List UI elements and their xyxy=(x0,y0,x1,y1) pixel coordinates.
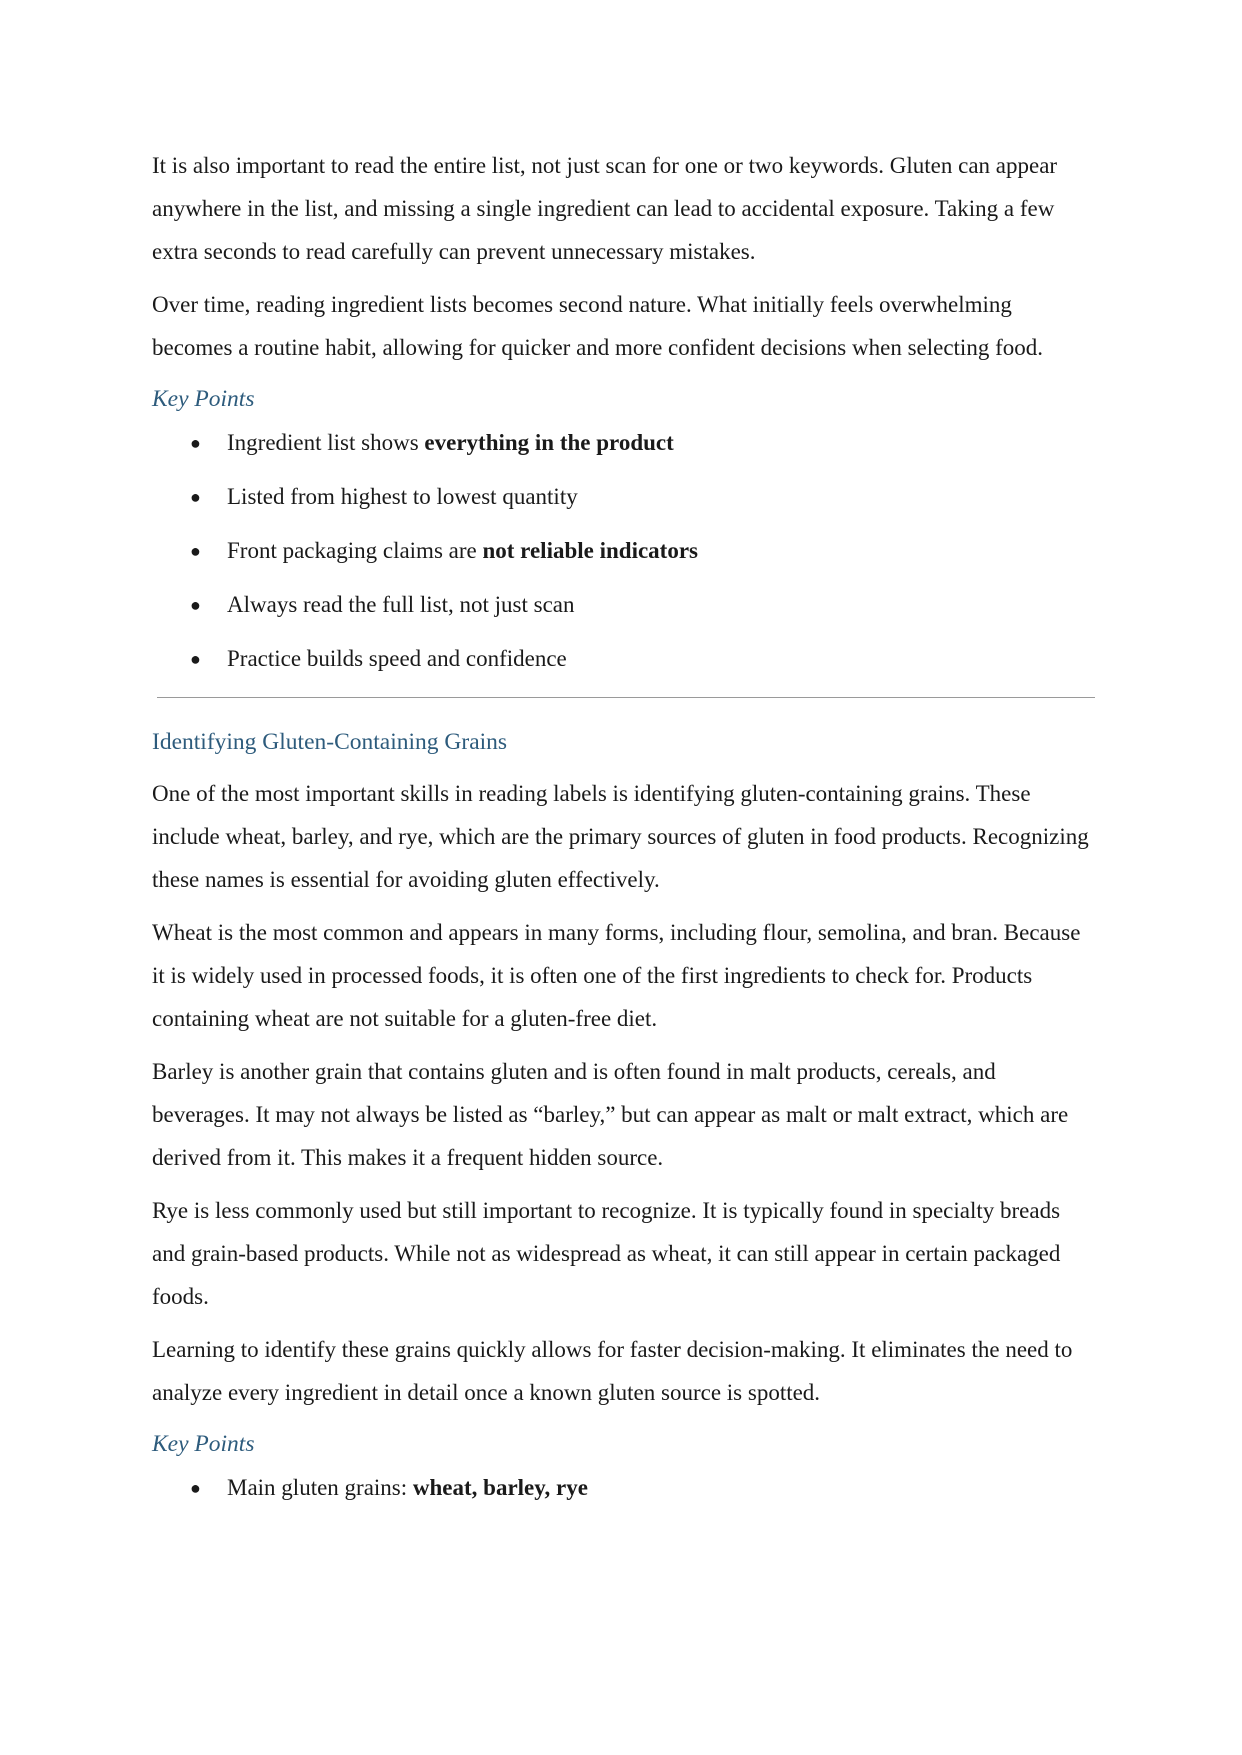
list-item xyxy=(152,589,1097,621)
list-item xyxy=(152,427,1097,459)
paragraph: Over time, reading ingredient lists becomes second nature. What initially feels overwhelming becomes a routine habit, allowing for quicker and more confident decisions when selecting food. xyxy=(152,292,1043,360)
list-item xyxy=(152,1472,1097,1504)
list-item-bold: not reliable indicators xyxy=(482,538,698,563)
list-item-text: Practice builds speed and confidence xyxy=(227,646,567,671)
paragraph: Barley is another grain that contains gluten and is often found in malt products, cereals, and beverages. It may not always be listed as “barley,” but can appear as malt or malt extract, which are derived from it. This makes it a frequent hidden source. xyxy=(152,1059,1069,1170)
bullet-icon: ● xyxy=(190,1478,201,1498)
document-page xyxy=(152,144,1097,1526)
list-item-text: Main gluten grains: xyxy=(227,1475,413,1500)
paragraph: Wheat is the most common and appears in many forms, including flour, semolina, and bran. Because it is widely used in processed foods, it is often one of the first ingredients to check for. Products containing wheat are not suitable for a gluten-free diet. xyxy=(152,920,1081,1031)
paragraph: Rye is less commonly used but still important to recognize. It is typically found in specialty breads and grain-based products. While not as widespread as wheat, it can still appear in certain packaged foods. xyxy=(152,1198,1061,1309)
bullet-icon: ● xyxy=(190,433,201,453)
list-item-bold: wheat, barley, rye xyxy=(412,1475,588,1500)
section-heading: Identifying Gluten-Containing Grains xyxy=(152,729,508,755)
bullet-icon: ● xyxy=(190,541,201,561)
horizontal-divider xyxy=(157,697,1095,698)
bullet-icon: ● xyxy=(190,487,201,507)
list-item-text: Always read the full list, not just scan xyxy=(227,592,575,617)
list-item xyxy=(152,481,1097,513)
key-points-list xyxy=(152,1472,1097,1504)
bullet-icon: ● xyxy=(190,649,201,669)
key-points-heading: Key Points xyxy=(152,1431,255,1457)
bullet-icon: ● xyxy=(190,595,201,615)
list-item xyxy=(152,643,1097,675)
list-item-text: Front packaging claims are xyxy=(227,538,483,563)
list-item-text: Listed from highest to lowest quantity xyxy=(227,484,578,509)
list-item-bold: everything in the product xyxy=(424,430,674,455)
key-points-list xyxy=(152,427,1097,675)
key-points-heading: Key Points xyxy=(152,386,255,412)
paragraph: Learning to identify these grains quickly allows for faster decision-making. It eliminates the need to analyze every ingredient in detail once a known gluten source is spotted. xyxy=(152,1337,1073,1405)
list-item-text: Ingredient list shows xyxy=(227,430,425,455)
paragraph: One of the most important skills in reading labels is identifying gluten-containing grains. These include wheat, barley, and rye, which are the primary sources of gluten in food products. Recognizing these names is essential for avoiding gluten effectively. xyxy=(152,781,1089,892)
paragraph: It is also important to read the entire list, not just scan for one or two keywords. Gluten can appear anywhere in the list, and missing a single ingredient can lead to accidental exposure. Taking a few extra seconds to read carefully can prevent unnecessary mistakes. xyxy=(152,153,1058,264)
list-item xyxy=(152,535,1097,567)
